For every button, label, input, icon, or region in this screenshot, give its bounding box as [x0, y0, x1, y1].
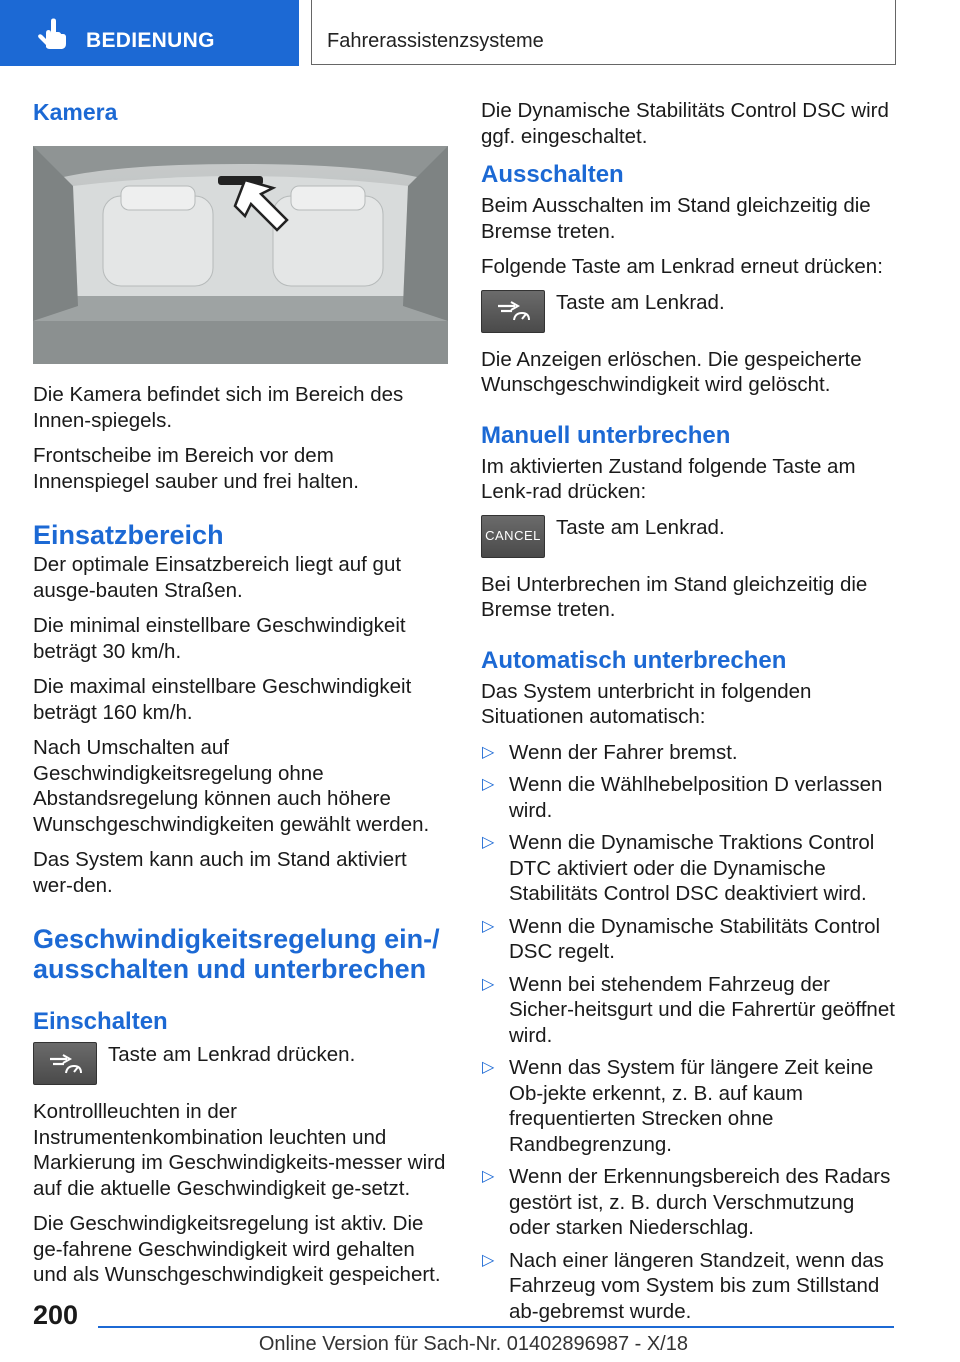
- auto-text-1: Das System unterbricht in folgenden Situationen automatisch:: [481, 679, 812, 728]
- heading-kamera: Kamera: [33, 99, 118, 125]
- bullet-triangle-icon: ▷: [482, 834, 495, 851]
- camera-location-photo: [33, 146, 448, 364]
- section-label: BEDIENUNG: [86, 29, 215, 52]
- manuell-key-row: [481, 515, 895, 558]
- bullet-triangle-icon: ▷: [482, 1059, 495, 1076]
- list-item: ▷ Nach einer längeren Standzeit, wenn das Fahrzeug vom System bis zum Stillstand ab‐gebremst wurde.: [482, 1248, 884, 1323]
- einsatz-text-5: Das System kann auch im Stand aktiviert wer‐den.: [33, 848, 407, 897]
- aus-text-2: Folgende Taste am Lenkrad erneut drücken:: [481, 255, 883, 278]
- list-item: ▷ Wenn der Erkennungsbereich des Radars gestört ist, z. B. durch Verschmutzung oder starken Niederschlag.: [482, 1165, 891, 1239]
- chapter-title: Fahrerassistenzsysteme: [327, 30, 544, 52]
- list-item: ▷ Wenn die Wählhebelposition D verlassen wird.: [482, 773, 883, 822]
- cruise-control-key: [33, 1042, 97, 1085]
- cruise-control-icon: [45, 1051, 85, 1077]
- heading-ein-ausschalten: Geschwindigkeitsregelung ein-/ ausschalten und unterbrechen: [33, 924, 440, 984]
- dsc-text: Die Dynamische Stabilitäts Control DSC wird ggf. eingeschaltet.: [481, 99, 889, 148]
- heading-manuell-unterbrechen: Manuell unterbrechen: [481, 421, 731, 449]
- list-item: ▷ Wenn bei stehendem Fahrzeug der Sicher‐heitsgurt und die Fahrertür geöffnet wird.: [482, 972, 895, 1047]
- manuell-text-2: Bei Unterbrechen im Stand gleichzeitig die Bremse treten.: [481, 572, 868, 621]
- list-item: ▷ Wenn das System für längere Zeit keine Ob‐jekte erkennt, z. B. auf kaum frequentierten Strecken ohne Randbegrenzung.: [482, 1056, 874, 1156]
- list-item: ▷ Wenn der Fahrer bremst.: [482, 740, 738, 764]
- einsatz-text-1: Der optimale Einsatzbereich liegt auf gut ausge‐bauten Straßen.: [33, 553, 402, 602]
- bullet-triangle-icon: ▷: [482, 1168, 495, 1185]
- bullet-triangle-icon: ▷: [482, 743, 495, 761]
- list-item: ▷ Wenn die Dynamische Stabilitäts Control DSC regelt.: [482, 914, 881, 963]
- left-column: [33, 98, 448, 1298]
- aus-text-3: Die Anzeigen erlöschen. Die gespeicherte Wunschgeschwindigkeit wird gelöscht.: [481, 347, 862, 396]
- cruise-control-icon: [493, 298, 533, 324]
- einschalten-text-1: Kontrollleuchten in der Instrumentenkombination leuchten und Markierung im Geschwindigkeits‐messer wird auf die aktuelle Geschwindigkeit ge‐setzt.: [33, 1100, 446, 1200]
- right-column: [481, 98, 895, 1331]
- bullet-triangle-icon: ▷: [482, 975, 495, 993]
- page-number: 200: [33, 1300, 79, 1330]
- footer-online-version: Online Version für Sach-Nr. 01402896987 - X/18: [258, 1333, 688, 1355]
- manuell-text-1: Im aktivierten Zustand folgende Taste am Lenk‐rad drücken:: [481, 454, 856, 503]
- heading-automatisch-unterbrechen: Automatisch unterbrechen: [481, 646, 787, 674]
- heading-ausschalten: Ausschalten: [481, 161, 624, 188]
- bullet-triangle-icon: ▷: [482, 917, 495, 935]
- bullet-triangle-icon: ▷: [482, 1251, 495, 1269]
- bullet-triangle-icon: ▷: [482, 776, 495, 793]
- pointing-hand-icon: [32, 17, 72, 51]
- einschalten-text-2: Die Geschwindigkeitsregelung ist aktiv. Die ge‐fahrene Geschwindigkeit wird gehalten und als Wunschgeschwindigkeit gespeichert.: [33, 1212, 441, 1286]
- aus-key-row: [481, 290, 895, 333]
- kamera-text-1: Die Kamera befindet sich im Bereich des Innen‐spiegels.: [33, 383, 404, 432]
- einschalten-key-row: [33, 1042, 448, 1085]
- aus-key-text: Taste am Lenkrad.: [556, 290, 725, 314]
- section-tab: [0, 0, 299, 66]
- auto-list: [481, 740, 895, 1325]
- einsatz-text-2: Die minimal einstellbare Geschwindigkeit beträgt 30 km/h.: [33, 614, 406, 663]
- heading-einsatzbereich: Einsatzbereich: [33, 520, 224, 550]
- heading-einschalten: Einschalten: [33, 1008, 168, 1035]
- aus-text-1: Beim Ausschalten im Stand gleichzeitig die Bremse treten.: [481, 194, 871, 243]
- chapter-box: [311, 0, 896, 65]
- einschalten-key-text: Taste am Lenkrad drücken.: [108, 1043, 356, 1066]
- cruise-control-key: [481, 290, 545, 333]
- list-item: ▷ Wenn die Dynamische Traktions Control DTC aktiviert oder die Dynamische Stabilitäts Control DSC deaktiviert wird.: [482, 831, 875, 905]
- cancel-key: CANCEL: [481, 515, 545, 558]
- footer-divider: [98, 1326, 894, 1328]
- manuell-key-text: Taste am Lenkrad.: [556, 515, 725, 539]
- einsatz-text-3: Die maximal einstellbare Geschwindigkeit beträgt 160 km/h.: [33, 675, 412, 724]
- kamera-text-2: Frontscheibe im Bereich vor dem Innenspiegel sauber und frei halten.: [33, 444, 359, 493]
- einsatz-text-4: Nach Umschalten auf Geschwindigkeitsregelung ohne Abstandsregelung können auch höhere Wunschgeschwindigkeiten gewählt werden.: [33, 736, 430, 836]
